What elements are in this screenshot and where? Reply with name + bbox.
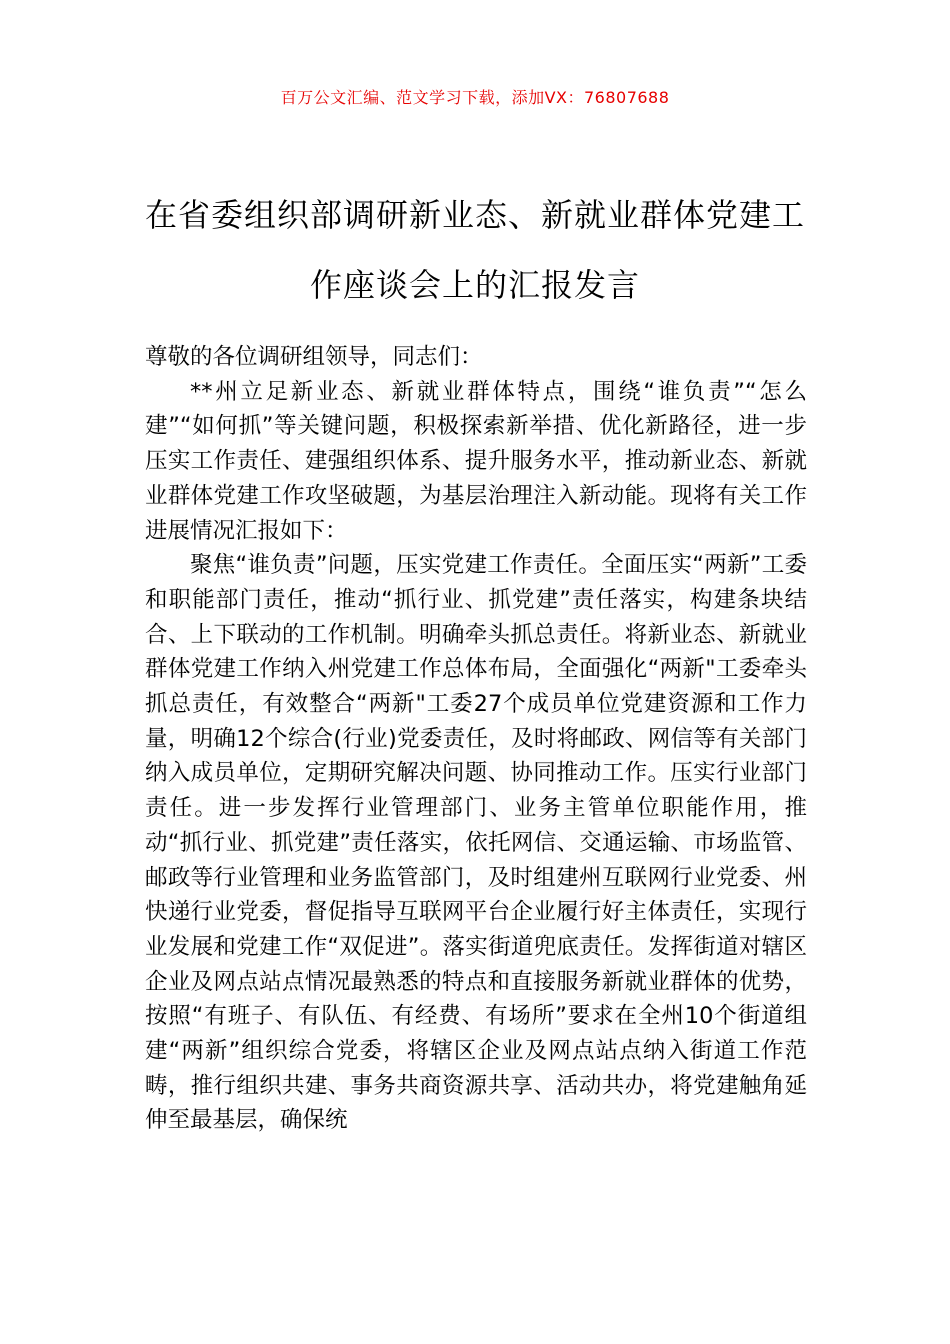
paragraph-intro: **州立足新业态、新就业群体特点，围绕“谁负责”“怎么建”“如何抓”等关键问题，积极探索新举措、优化新路径，进一步压实工作责任、建强组织体系、提升服务水平，推动新业态、新就业群体党建工作攻坚破题，为基层治理注入新动能。现将有关工作进展情况汇报如下： [145,378,807,544]
header-note: 百万公文汇编、范文学习下载，添加VX：76807688 [280,88,670,107]
document-body [145,340,807,1138]
paragraph-responsibility: 聚焦“谁负责”问题，压实党建工作责任。全面压实“两新”工委和职能部门责任，推动“抓行业、抓党建”责任落实，构建条块结合、上下联动的工作机制。明确牵头抓总责任。将新业态、新就业群体党建工作纳入州党建工作总体布局，全面强化“两新"工委牵头抓总责任，有效整合“两新"工委27个成员单位党建资源和工作力量，明确12个综合(行业)党委责任，及时将邮政、网信等有关部门纳入成员单位，定期研究解决问题、协同推动工作。压实行业部门责任。进一步发挥行业管理部门、业务主管单位职能作用，推动“抓行业、抓党建”责任落实，依托网信、交通运输、市场监管、邮政等行业管理和业务监管部门，及时组建州互联网行业党委、州快递行业党委，督促指导互联网平台企业履行好主体责任，实现行业发展和党建工作“双促进”。落实街道兜底责任。发挥街道对辖区企业及网点站点情况最熟悉的特点和直接服务新就业群体的优势，按照“有班子、有队伍、有经费、有场所”要求在全州10个街道组建“两新”组织综合党委，将辖区企业及网点站点纳入街道工作范畴，推行组织共建、事务共商资源共享、活动共办，将党建触角延伸至最基层，确保统 [145,552,807,1134]
salutation: 尊敬的各位调研组领导，同志们： [145,344,483,370]
document-title: 在省委组织部调研新业态、新就业群体党建工作座谈会上的汇报发言 [144,196,805,304]
